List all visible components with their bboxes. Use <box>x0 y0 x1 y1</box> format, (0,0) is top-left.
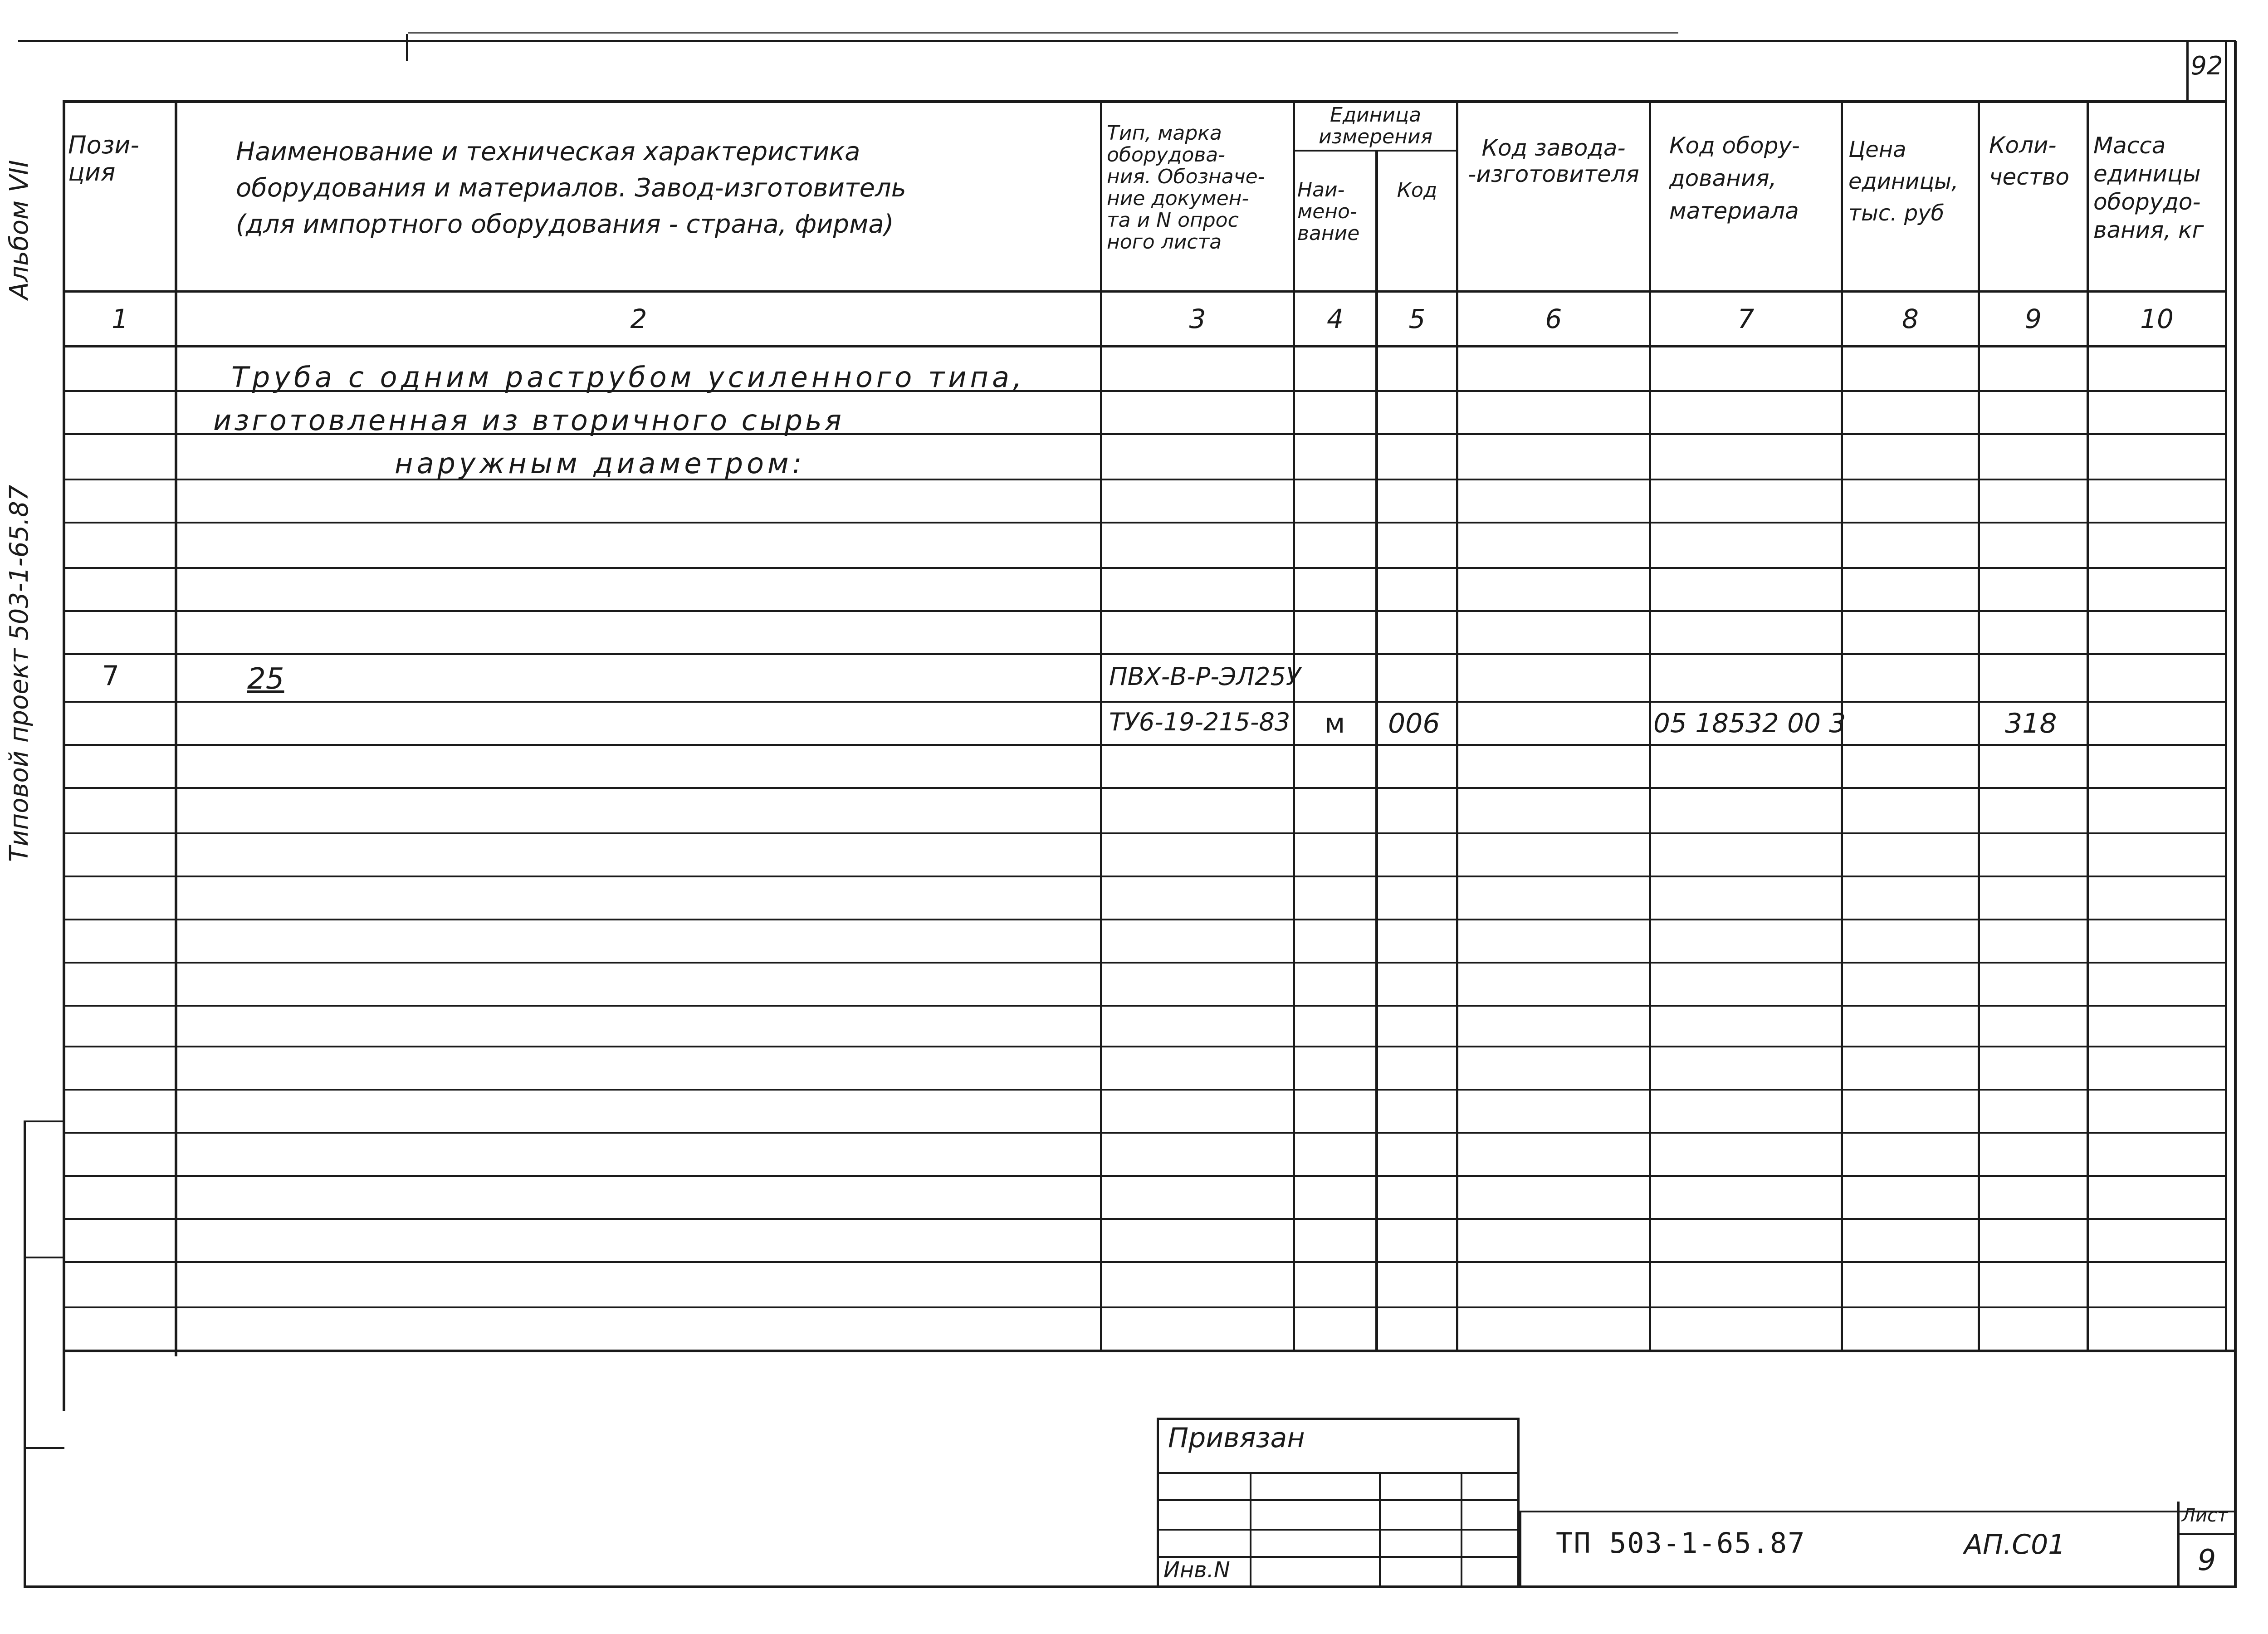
sheet-box-divider <box>2177 1533 2234 1535</box>
header-unit-name: Наи- мено- вание <box>1297 178 1360 245</box>
frame-right <box>2234 41 2237 1588</box>
description-line-2: изготовленная из вторичного сырья <box>213 404 844 437</box>
header-price: Цена единицы, тыс. руб <box>1848 137 1959 226</box>
sheet-label: Лист <box>2182 1505 2228 1526</box>
row-line <box>64 610 2227 612</box>
item-diameter: 25 <box>247 662 284 696</box>
item-unit-code: 006 <box>1388 708 1440 739</box>
col-number-3: 3 <box>1189 303 1206 334</box>
col-line-1 <box>175 100 177 1356</box>
row-line <box>64 1089 2227 1091</box>
row-line <box>64 787 2227 789</box>
tb-divider <box>1520 1511 1521 1588</box>
stamp-margin-line <box>24 1257 64 1258</box>
description-line-3: наружным диаметром: <box>395 447 806 480</box>
row-line <box>64 522 2227 523</box>
header-type: Тип, марка оборудова- ния. Обозначе- ние докумен- та и N опрос ного листа <box>1107 122 1265 254</box>
tb-divider-h <box>1520 1511 2234 1512</box>
row-line <box>64 1218 2227 1220</box>
row-line <box>64 962 2227 964</box>
table-top <box>63 100 2227 103</box>
row-line <box>64 1005 2227 1007</box>
header-mass: Масса единицы оборудо- вания, кг <box>2093 132 2204 243</box>
row-line <box>64 1046 2227 1047</box>
col-number-1: 1 <box>112 303 128 334</box>
col-line-6 <box>1649 100 1651 1352</box>
item-position: 7 <box>102 660 120 692</box>
row-line <box>64 567 2227 569</box>
col-number-2: 2 <box>630 303 647 334</box>
tb-grid-vline <box>1379 1472 1381 1585</box>
stamp-margin-left <box>24 1120 26 1588</box>
header-quantity: Коли- чество <box>1989 132 2069 190</box>
col-number-9: 9 <box>2025 303 2042 334</box>
row-line <box>64 1175 2227 1177</box>
tb-grid-vline <box>1461 1472 1462 1585</box>
row-line <box>64 832 2227 834</box>
header-position: Пози- ция <box>68 131 139 186</box>
col-number-6: 6 <box>1545 303 1562 334</box>
row-line <box>64 1132 2227 1134</box>
item-equipment-code: 05 18532 00 3 <box>1653 708 1846 739</box>
colnum-bottom <box>63 345 2227 347</box>
section-code: АП.С01 <box>1964 1529 2066 1561</box>
stamp-margin-line <box>24 1120 64 1122</box>
row-line <box>64 919 2227 920</box>
header-factory-code: Код завода- -изготовителя <box>1468 135 1639 187</box>
attached-label: Привязан <box>1168 1422 1305 1454</box>
col-line-5 <box>1456 100 1458 1352</box>
sheet-number: 9 <box>2197 1544 2216 1577</box>
row-line <box>64 1261 2227 1263</box>
tb-grid-line <box>1157 1472 1520 1474</box>
col-number-8: 8 <box>1902 303 1919 334</box>
tb-box-top <box>1157 1418 1520 1420</box>
description-line-1: Труба с одним раструбом усиленного типа, <box>231 361 1026 394</box>
sheet-corner-number: 92 <box>2190 51 2223 81</box>
col-line-9 <box>2087 100 2089 1352</box>
tb-grid-vline <box>1250 1472 1251 1585</box>
inventory-label: Инв.N <box>1163 1557 1230 1583</box>
unit-group-divider <box>1293 150 1458 152</box>
col-line-10 <box>2225 100 2227 1352</box>
stamp-margin-line <box>24 1447 64 1449</box>
frame-bottom <box>25 1585 2237 1588</box>
tb-grid-line <box>1157 1499 1520 1501</box>
top-border-line <box>18 40 2236 42</box>
header-equipment-code: Код обору- дования, материала <box>1669 132 1800 224</box>
row-line <box>64 701 2227 703</box>
tb-box-left <box>1157 1418 1159 1588</box>
row-line <box>64 744 2227 746</box>
col-number-10: 10 <box>2140 303 2174 334</box>
item-spec-doc: ТУ6-19-215-83 <box>1109 708 1290 736</box>
item-type-mark: ПВХ-В-Р-ЭЛ25У <box>1109 662 1301 691</box>
row-line <box>64 653 2227 655</box>
col-line-2 <box>1100 100 1102 1352</box>
header-unit-group: Единица измерения <box>1318 103 1433 148</box>
row-line <box>64 479 2227 480</box>
item-quantity: 318 <box>2005 708 2057 739</box>
top-tick <box>406 34 408 61</box>
row-line <box>64 876 2227 877</box>
album-label: Альбом VII <box>5 160 34 299</box>
col-number-7: 7 <box>1737 303 1755 334</box>
item-unit-name: м <box>1325 708 1345 739</box>
table-bottom <box>64 1350 2236 1352</box>
col-line-8 <box>1978 100 1980 1352</box>
top-scribble-line <box>408 32 1678 34</box>
row-line <box>64 1306 2227 1308</box>
header-unit-code: Код <box>1397 179 1437 202</box>
document-code: ТП 503-1-65.87 <box>1556 1526 1806 1560</box>
project-label: Типовой проект 503-1-65.87 <box>5 484 34 862</box>
col-number-4: 4 <box>1327 303 1344 334</box>
col-line-3 <box>1293 100 1295 1352</box>
corner-box-right <box>2225 41 2227 100</box>
header-bottom <box>63 290 2227 293</box>
col-number-5: 5 <box>1408 303 1426 334</box>
tb-grid-line <box>1157 1529 1520 1531</box>
header-name: Наименование и техническая характеристика оборудования и материалов. Завод-изготовитель (для импортного оборудования - страна, фирма) <box>236 137 906 239</box>
